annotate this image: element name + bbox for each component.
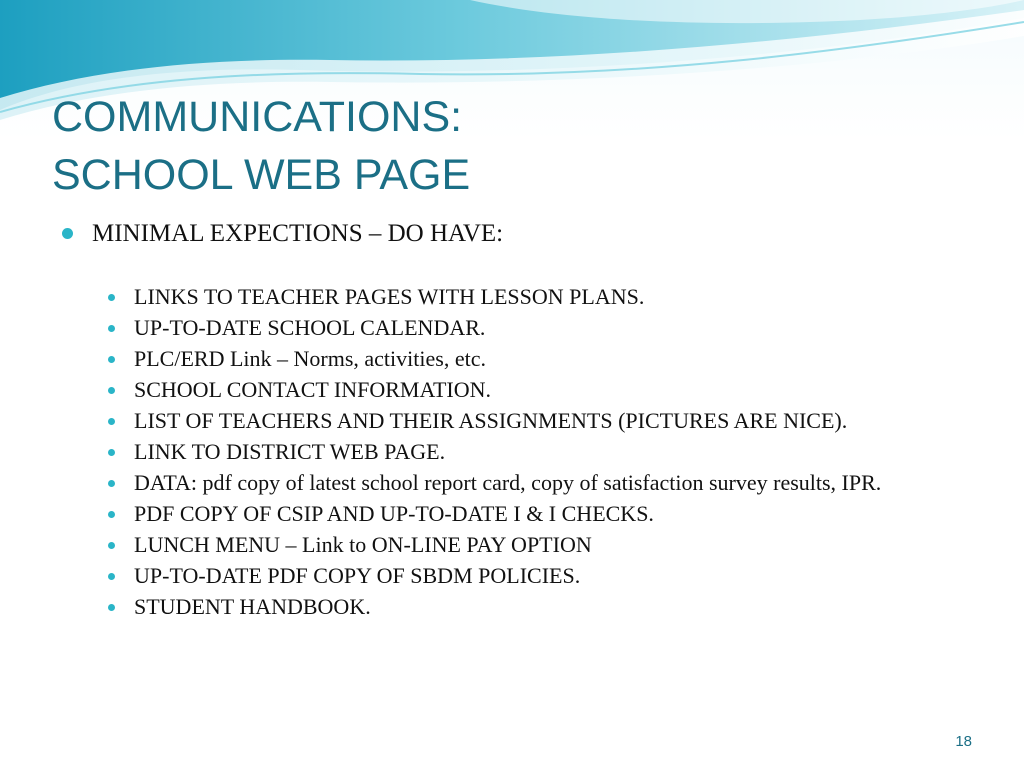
list-item-text: UP-TO-DATE PDF COPY OF SBDM POLICIES. [134, 563, 581, 588]
list-item [106, 595, 966, 619]
main-bullet-text: MINIMAL EXPECTIONS – DO HAVE: [92, 220, 504, 247]
list-item-text: LUNCH MENU – Link to ON-LINE PAY OPTION [134, 532, 592, 557]
list-item-text: PLC/ERD Link – Norms, activities, etc. [134, 346, 486, 371]
list-item-text: DATA: pdf copy of latest school report card, copy of satisfaction survey results, IPR. [134, 470, 882, 495]
list-item-text: LINKS TO TEACHER PAGES WITH LESSON PLANS. [134, 284, 645, 309]
list-item [106, 440, 966, 464]
list-item-text: LIST OF TEACHERS AND THEIR ASSIGNMENTS (PICTURES ARE NICE). [134, 408, 848, 433]
bullet-dot-icon [108, 511, 115, 518]
list-item [106, 533, 966, 557]
list-item-text: STUDENT HANDBOOK. [134, 594, 371, 619]
slide-title-line-2: SCHOOL WEB PAGE [52, 151, 471, 199]
list-item-text: SCHOOL CONTACT INFORMATION. [134, 377, 491, 402]
list-item [106, 316, 966, 340]
list-item [106, 502, 966, 526]
bullet-dot-icon [108, 356, 115, 363]
bullet-dot-icon [108, 604, 115, 611]
bullet-dot-icon [108, 418, 115, 425]
slide-title [52, 88, 952, 204]
list-item-text: LINK TO DISTRICT WEB PAGE. [134, 439, 446, 464]
list-item [106, 378, 966, 402]
page-number: 18 [955, 733, 972, 750]
bullet-dot-icon [108, 325, 115, 332]
sub-bullet-list [106, 285, 966, 626]
list-item [106, 471, 966, 495]
slide-title-line-1: COMMUNICATIONS: [52, 93, 463, 141]
bullet-dot-icon [108, 449, 115, 456]
bullet-dot-icon [108, 387, 115, 394]
list-item [106, 564, 966, 588]
bullet-dot-icon [62, 228, 73, 239]
list-item-text: UP-TO-DATE SCHOOL CALENDAR. [134, 315, 486, 340]
bullet-dot-icon [108, 294, 115, 301]
bullet-dot-icon [108, 480, 115, 487]
list-item [106, 347, 966, 371]
list-item [106, 285, 966, 309]
list-item [106, 409, 966, 433]
bullet-dot-icon [108, 542, 115, 549]
list-item-text: PDF COPY OF CSIP AND UP-TO-DATE I & I CHECKS. [134, 501, 654, 526]
bullet-dot-icon [108, 573, 115, 580]
